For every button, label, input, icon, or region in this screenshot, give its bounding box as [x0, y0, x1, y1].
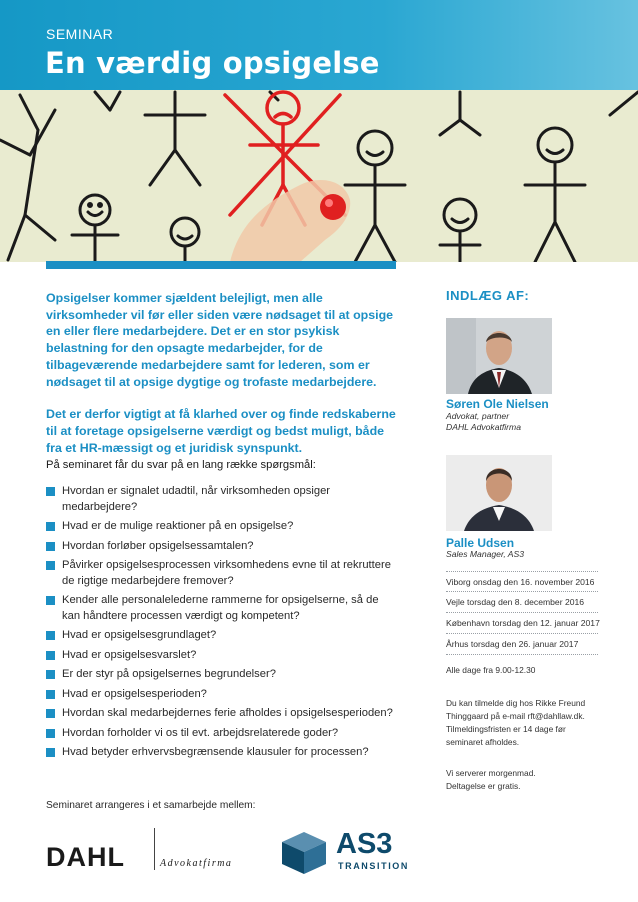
square-bullet-icon: [46, 596, 55, 605]
square-bullet-icon: [46, 709, 55, 718]
list-item: Hvad betyder erhvervsbegrænsende klausuler for processen?: [46, 745, 398, 761]
time-info: Alle dage fra 9.00-12.30: [446, 665, 536, 675]
list-item: Er der styr på opsigelsernes begrundelser?: [46, 667, 398, 683]
list-item: Hvad er de mulige reaktioner på en opsigelse?: [46, 519, 398, 535]
square-bullet-icon: [46, 729, 55, 738]
breakfast-info: Vi serverer morgenmad.: [446, 768, 536, 778]
as3-logo: [278, 828, 408, 876]
speaker-company: DAHL Advokatfirma: [446, 422, 521, 432]
free-info: Deltagelse er gratis.: [446, 781, 521, 791]
intro-paragraph: Opsigelser kommer sjældent belejligt, men alle virksomheder vil før eller siden være nødsaget til at opsige en eller flere medarbejdere. Det er en stor psykisk belastning for den opsagte medarbejder, for de tilbageværende medarbejdere samt for lederen, som er nødsaget til at opsige dygtige og trofaste medarbejdere.: [46, 291, 394, 389]
intro-paragraph: Det er derfor vigtigt at få klarhed over og finde redskaberne til at foretage opsigelserne værdigt og bedst muligt, både fra et HR-mæssigt og et juridisk synspunkt.: [46, 407, 396, 455]
speaker-name: Palle Udsen: [446, 536, 515, 550]
list-item: Hvordan forløber opsigelsessamtalen?: [46, 539, 398, 555]
square-bullet-icon: [46, 631, 55, 640]
organizers-lead: Seminaret arrangeres i et samarbejde mellem:: [46, 800, 256, 811]
list-item: Hvordan skal medarbejdernes ferie afholdes i opsigelsesperioden?: [46, 706, 398, 722]
square-bullet-icon: [46, 670, 55, 679]
person-portrait-icon: [446, 318, 552, 394]
as3-cube-icon: [278, 828, 332, 876]
as3-wordmark: AS3: [336, 828, 393, 860]
list-item: Hvad er opsigelsesvarslet?: [46, 648, 398, 664]
signup-info: Du kan tilmelde dig hos Rikke Freund Thinggaard på e-mail rft@dahllaw.dk. Tilmeldingsfristen er 14 dage før seminaret afholdes.: [446, 698, 586, 747]
square-bullet-icon: [46, 651, 55, 660]
list-item: Hvordan er signalet udadtil, når virksomheden opsiger medarbejdere?: [46, 484, 398, 515]
square-bullet-icon: [46, 487, 55, 496]
questions-lead: På seminaret får du svar på en lang række spørgsmål:: [46, 459, 316, 471]
dahl-subtitle: Advokatfirma: [160, 858, 233, 869]
list-item: Hvad er opsigelsesperioden?: [46, 687, 398, 703]
speaker-role: Sales Manager, AS3: [446, 549, 525, 559]
page-title: En værdig opsigelse: [45, 46, 380, 80]
list-item: Hvordan forholder vi os til evt. arbejdsrelaterede goder?: [46, 726, 398, 742]
logo-divider: [154, 828, 155, 870]
list-item: Påvirker opsigelsesprocessen virksomhedens evne til at rekruttere de rigtige medarbejdere fremover?: [46, 558, 398, 589]
dahl-wordmark: DAHL: [46, 842, 125, 872]
speaker-photo: [446, 455, 552, 531]
person-portrait-icon: [446, 455, 552, 531]
square-bullet-icon: [46, 542, 55, 551]
list-item: Hvad er opsigelsesgrundlaget?: [46, 628, 398, 644]
speaker-photo: [446, 318, 552, 394]
divider: [46, 261, 396, 269]
square-bullet-icon: [46, 561, 55, 570]
square-bullet-icon: [46, 748, 55, 757]
speakers-heading: INDLÆG AF:: [446, 288, 530, 303]
list-item: Kender alle personalelederne rammerne for opsigelserne, så de kan håndtere processen værdigt og kompetent?: [46, 593, 398, 624]
date-row: Vejle torsdag den 8. december 2016: [446, 592, 598, 613]
intro-text: [46, 290, 398, 472]
hero-illustration: [0, 0, 638, 262]
seminar-label: SEMINAR: [46, 26, 114, 42]
speaker-role: Advokat, partner: [446, 411, 510, 421]
dates-list: [446, 571, 598, 655]
date-row: Århus torsdag den 26. januar 2017: [446, 634, 598, 655]
speaker-name: Søren Ole Nielsen: [446, 397, 549, 411]
questions-list: [46, 484, 398, 765]
as3-subtitle: TRANSITION: [338, 861, 409, 871]
square-bullet-icon: [46, 690, 55, 699]
date-row: København torsdag den 12. januar 2017: [446, 613, 598, 634]
square-bullet-icon: [46, 522, 55, 531]
date-row: Viborg onsdag den 16. november 2016: [446, 571, 598, 592]
